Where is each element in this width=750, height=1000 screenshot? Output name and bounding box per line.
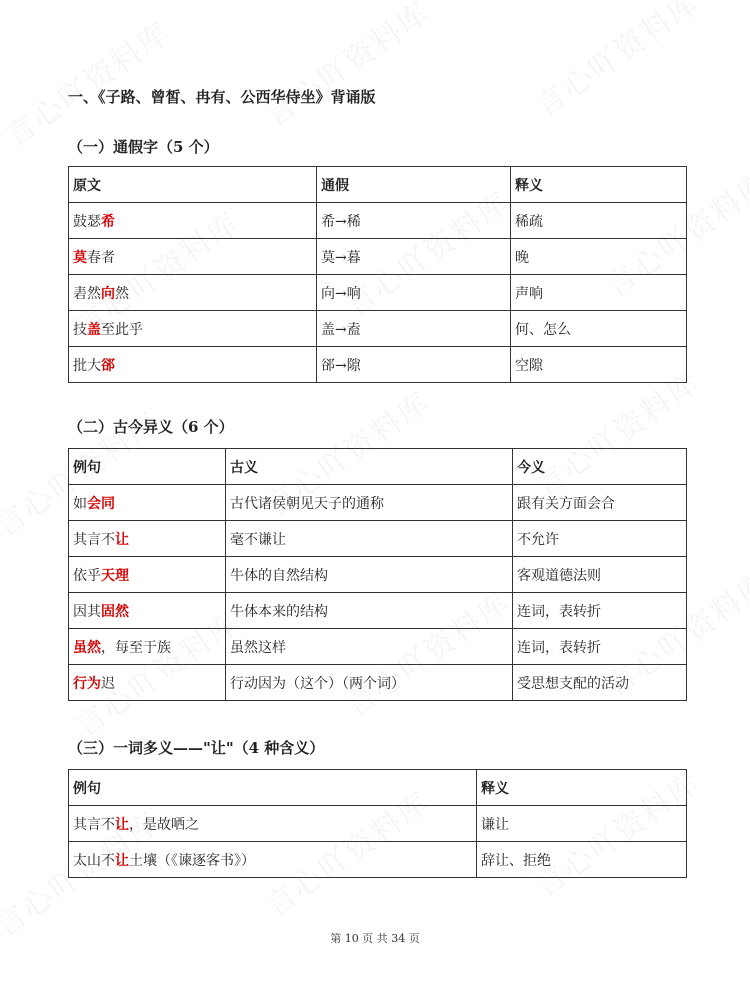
- text-segment: 然: [115, 285, 129, 302]
- highlighted-word: 莫: [73, 249, 87, 266]
- table-header-row: [69, 770, 687, 806]
- column-header: 例句: [69, 770, 477, 806]
- highlighted-word: 让: [115, 531, 129, 548]
- example-cell: [69, 665, 226, 701]
- example-cell: [69, 275, 317, 311]
- table-row: [69, 806, 687, 842]
- highlighted-word: 行为: [73, 675, 101, 692]
- text-segment: 春者: [87, 249, 115, 266]
- text-segment: 其言不: [73, 816, 115, 833]
- table-body: [69, 203, 687, 383]
- meaning-cell: 声响: [511, 275, 687, 311]
- column-header: 释义: [511, 167, 687, 203]
- highlighted-word: 固然: [101, 603, 129, 620]
- value-cell: 辞让、拒绝: [477, 842, 687, 878]
- example-cell: [69, 842, 477, 878]
- highlighted-word: 让: [115, 852, 129, 869]
- table-row: [69, 347, 687, 383]
- text-segment: 依乎: [73, 567, 101, 584]
- text-segment: 迟: [101, 675, 115, 692]
- example-cell: [69, 806, 477, 842]
- table-body: [69, 485, 687, 701]
- text-segment: 技: [73, 321, 87, 338]
- highlighted-word: 盖: [87, 321, 101, 338]
- meaning-cell: 晚: [511, 239, 687, 275]
- page-footer: 第 10 页 共 34 页: [330, 932, 420, 945]
- value-cell: 郤→隙: [317, 347, 511, 383]
- text-segment: ，是故哂之: [129, 816, 199, 833]
- table-row: [69, 629, 687, 665]
- highlighted-word: 希: [101, 213, 115, 230]
- section-title-tongjiazi: （一）通假字（5 个）: [68, 138, 219, 156]
- example-cell: [69, 521, 226, 557]
- example-cell: [69, 239, 317, 275]
- highlighted-word: 让: [115, 816, 129, 833]
- tongjiazi-table: [68, 166, 687, 383]
- column-header: 例句: [69, 449, 226, 485]
- gujinyiyi-table: [68, 448, 687, 701]
- highlighted-word: 会同: [87, 495, 115, 512]
- watermark-text: [0, 9, 177, 155]
- column-header: 原文: [69, 167, 317, 203]
- text-segment: 批大: [73, 357, 101, 374]
- table-row: [69, 593, 687, 629]
- value-cell: 向→响: [317, 275, 511, 311]
- highlighted-word: 虽然: [73, 639, 101, 656]
- table-row: [69, 275, 687, 311]
- text-segment: 其言不: [73, 531, 115, 548]
- example-cell: [69, 629, 226, 665]
- value-cell: 莫→暮: [317, 239, 511, 275]
- table-row: [69, 239, 687, 275]
- example-cell: [69, 347, 317, 383]
- section-title-gujinyiyi: （二）古今异义（6 个）: [68, 418, 234, 436]
- text-segment: 砉然: [73, 285, 101, 302]
- yiciduoyi-table: [68, 769, 687, 878]
- highlighted-word: 向: [101, 285, 115, 302]
- value-cell: 牛体本来的结构: [226, 593, 513, 629]
- value-cell: 希→稀: [317, 203, 511, 239]
- table-row: [69, 557, 687, 593]
- table-row: [69, 203, 687, 239]
- table-header-row: [69, 449, 687, 485]
- text-segment: 至此乎: [101, 321, 143, 338]
- text-segment: 因其: [73, 603, 101, 620]
- column-header: 通假: [317, 167, 511, 203]
- table-row: [69, 842, 687, 878]
- example-cell: [69, 311, 317, 347]
- table-row: [69, 485, 687, 521]
- text-segment: ，每至于族: [101, 639, 171, 656]
- meaning-cell: 何、怎么: [511, 311, 687, 347]
- value-cell: 谦让: [477, 806, 687, 842]
- meaning-cell: 受思想支配的活动: [513, 665, 687, 701]
- example-cell: [69, 557, 226, 593]
- meaning-cell: 跟有关方面会合: [513, 485, 687, 521]
- column-header: 古义: [226, 449, 513, 485]
- example-cell: [69, 485, 226, 521]
- value-cell: 古代诸侯朝见天子的通称: [226, 485, 513, 521]
- example-cell: [69, 593, 226, 629]
- watermark-text: [525, 0, 708, 125]
- value-cell: 盖→盍: [317, 311, 511, 347]
- value-cell: 毫不谦让: [226, 521, 513, 557]
- meaning-cell: 稀疏: [511, 203, 687, 239]
- table-row: [69, 665, 687, 701]
- watermark-text: [255, 0, 438, 135]
- table-body: [69, 806, 687, 878]
- table-header-row: [69, 167, 687, 203]
- text-segment: 如: [73, 495, 87, 512]
- meaning-cell: 客观道德法则: [513, 557, 687, 593]
- meaning-cell: 空隙: [511, 347, 687, 383]
- text-segment: 鼓瑟: [73, 213, 101, 230]
- value-cell: 虽然这样: [226, 629, 513, 665]
- page-title: 一、《子路、曾皙、冉有、公西华侍坐》背诵版: [68, 88, 376, 106]
- meaning-cell: 不允许: [513, 521, 687, 557]
- column-header: 今义: [513, 449, 687, 485]
- value-cell: 牛体的自然结构: [226, 557, 513, 593]
- table-row: [69, 521, 687, 557]
- highlighted-word: 天理: [101, 567, 129, 584]
- value-cell: 行动因为（这个）（两个词）: [226, 665, 513, 701]
- text-segment: 太山不: [73, 852, 115, 869]
- text-segment: 土壤（《谏逐客书》）: [129, 852, 255, 869]
- highlighted-word: 郤: [101, 357, 115, 374]
- meaning-cell: 连词，表转折: [513, 629, 687, 665]
- meaning-cell: 连词，表转折: [513, 593, 687, 629]
- example-cell: [69, 203, 317, 239]
- column-header: 释义: [477, 770, 687, 806]
- table-row: [69, 311, 687, 347]
- section-title-yiciduoyi: （三）一词多义——"让"（4 种含义）: [68, 739, 325, 757]
